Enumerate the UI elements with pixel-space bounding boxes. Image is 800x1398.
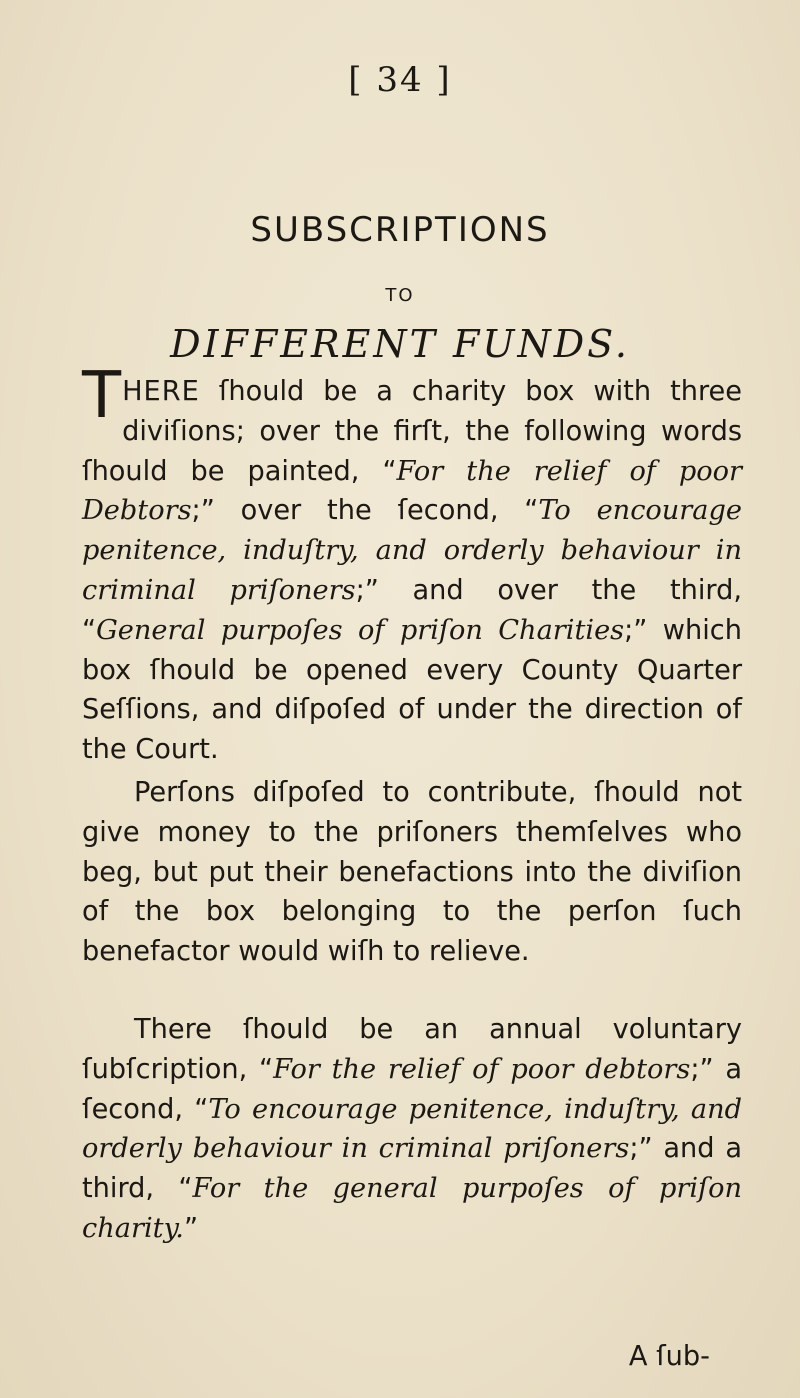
section-subheading: TO bbox=[385, 285, 415, 306]
section-heading: SUBSCRIPTIONS bbox=[250, 210, 550, 250]
quote-debtors: For the relief of poor Debtors bbox=[82, 455, 743, 527]
catchword: A ſub- bbox=[628, 1341, 710, 1372]
quote-penitence-2: To encourage penitence, induſtry, and orderly behaviour in criminal priſoners bbox=[82, 1093, 742, 1165]
section-title: DIFFERENT FUNDS. bbox=[170, 322, 630, 366]
small-caps-word: HERE bbox=[122, 376, 200, 407]
paragraph-benefactions: Perſons diſpoſed to contribute, ſhould not give money to the priſoners themſelves who beg, but put their benefactions into the diviſion of the box belonging to the perſon ſuch benefactor would wiſh to relieve. bbox=[82, 777, 742, 968]
quote-debtors-2: For the relief of poor debtors bbox=[273, 1053, 691, 1085]
drop-cap: T bbox=[82, 359, 122, 433]
page-number: [ 34 ] bbox=[348, 60, 452, 100]
paragraph-subscription: There ſhould be an annual voluntary ſubſcription, “For the relief of poor debtors;” a ſecond, “To encourage penitence, induſtry, and orderly behaviour in criminal priſoners;” and a third, “For the general purpoſes of priſon charity.” bbox=[82, 1014, 742, 1244]
quote-penitence: To encourage penitence, induſtry, and orderly behaviour in criminal priſoners bbox=[82, 495, 742, 606]
paragraph-charity-box: THERE ſhould be a charity box with three diviſions; over the firſt, the following words ſhould be painted, “For the relief of poor Debtors;” over the ſecond, “To encourage penitence, induſtry, and orderly behaviour in criminal priſoners;” and over the third, “General purpoſes of priſon Charities;” which box ſhould be opened every County Quarter Seſſions, and diſpoſed of under the direction of the Court. bbox=[82, 359, 743, 766]
quote-charity-2: For the general purpoſes of priſon charity. bbox=[82, 1173, 742, 1244]
quote-charities: General purpoſes of priſon Charities bbox=[96, 614, 625, 646]
